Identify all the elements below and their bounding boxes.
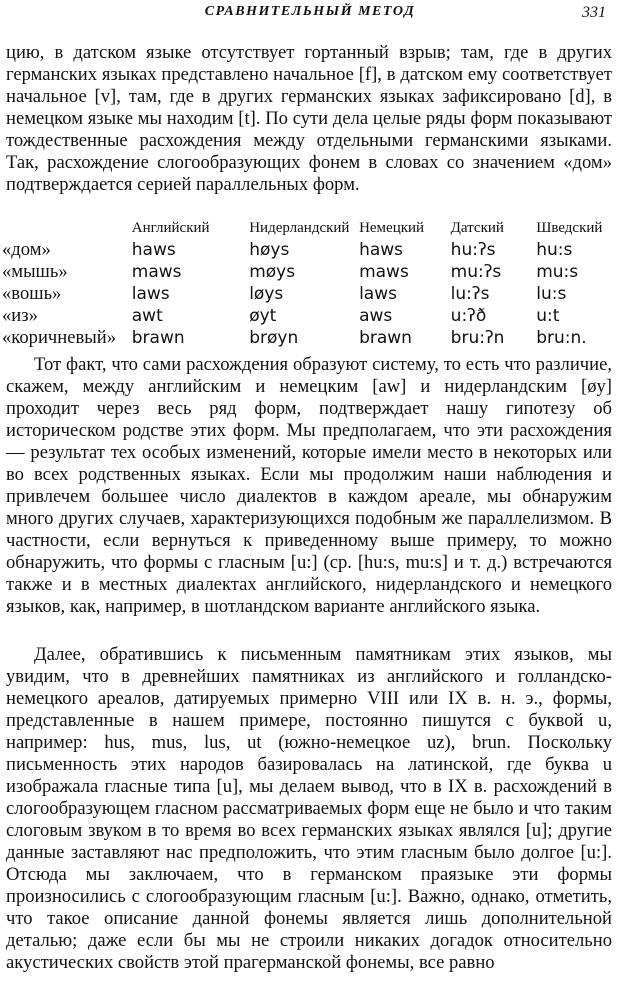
form-cell: haws [131,240,176,260]
gloss-cell: «мышь» [2,261,68,282]
page-number: 331 [582,4,606,21]
form-cell: lu:s [536,284,567,304]
column-header-dutch: Нидерландский [249,220,350,236]
form-cell: øyt [249,306,277,326]
form-cell: mu:s [536,262,579,282]
form-cell: haws [359,240,404,260]
form-cell: bru:ʔn [450,328,505,348]
table-row [2,261,620,283]
paragraph-3: Далее, обратившись к письменным памятникам этих языков, мы увидим, что в древнейших памятниках из английского и голландско-немецкого ареалов, датируемых примерно VIII или IX в. н. э., формы, представленные в нашем примере, постоянно пишутся с буквой u, например: hus, mus, lus, ut (южно-немецкое uz), brun. Поскольку письменность этих народов базировалась на латинской, где буква u изображала гласные типа [u], мы делаем вывод, что в IX в. расхождений в слогообразующем гласном рассматриваемых форм еще не было и что таким слоговым звуком в то время во всех германских языках являлся [u]; другие данные заставляют нас предположить, что этим гласным было долгое [u:]. Отсюда мы заключаем, что в германском праязыке эти формы произносились с слогообразующим гласным [u:]. Важно, однако, отметить, что такое описание данной фонемы является лишь дополнительной деталью; даже если бы мы не строили никаких догадок относительно акустических свойств этой прагерманской фонемы, все равно [6,644,612,973]
form-cell: maws [131,262,182,282]
column-header-swedish: Шведский [536,220,603,236]
form-cell: brawn [131,328,185,348]
form-cell: aws [359,306,393,326]
table-header-row [2,216,620,239]
column-header-gloss [2,216,132,239]
form-cell: u:ʔð [450,306,487,326]
paragraph-1: цию, в датском языке отсутствует гортанный взрыв; там, где в других германских языках представлено начальное [f], в датском ему соответствует начальное [v], там, где в других германских языках зафиксировано [d], в немецком языке мы находим [t]. По сути дела целые ряды форм показывают тождественные расхождения между отдельными германскими языками. Так, расхождение слогообразующих фонем в словах со значением «дом» подтверждается серией параллельных форм. [6,42,612,195]
gloss-cell: «из» [2,305,38,326]
table-row [2,305,620,327]
column-header-english: Английский [131,220,210,236]
form-cell: møys [249,262,296,282]
form-cell: lu:ʔs [450,284,490,304]
column-header-german: Немецкий [359,220,425,236]
table-row [2,327,620,349]
form-cell: bru:n. [536,328,587,348]
form-cell: høys [249,240,290,260]
form-cell: hu:ʔs [450,240,496,260]
form-cell: maws [359,262,409,282]
gloss-cell: «вошь» [2,283,62,304]
gloss-cell: «дом» [2,239,51,260]
cognate-forms-table [2,216,620,349]
form-cell: awt [131,306,163,326]
form-cell: mu:ʔs [450,262,502,282]
table-row [2,283,620,305]
gloss-cell: «коричневый» [2,327,117,348]
column-header-danish: Датский [450,220,504,236]
table-row [2,239,620,261]
form-cell: løys [249,284,284,304]
form-cell: laws [359,284,397,304]
form-cell: laws [131,284,170,304]
running-title: СРАВНИТЕЛЬНЫЙ МЕТОД [204,4,416,19]
form-cell: brøyn [249,328,299,348]
paragraph-2: Тот факт, что сами расхождения образуют систему, то есть что различие, скажем, между английским и немецким [aw] и нидерландским [øy] проходит через весь ряд форм, подтверждает нашу гипотезу об историческом родстве этих форм. Мы предполагаем, что эти расхождения — результат тех особых изменений, которые имели место в некоторых или во всех родственных языках. Если мы продолжим наши наблюдения и привлечем большее число диалектов в каждом ареале, мы обнаружим много других случаев, характеризующихся подобным же параллелизмом. В частности, если вернуться к приведенному выше примеру, то можно обнаружить, что формы с гласным [u:] (ср. [hu:s, mu:s] и т. д.) встречаются также и в местных диалектах английского, нидерландского и немецкого языков, как, например, в шотландском варианте английского языка. [6,354,612,617]
form-cell: u:t [536,306,560,326]
form-cell: brawn [359,328,412,348]
form-cell: hu:s [536,240,573,260]
page-header [0,4,620,24]
